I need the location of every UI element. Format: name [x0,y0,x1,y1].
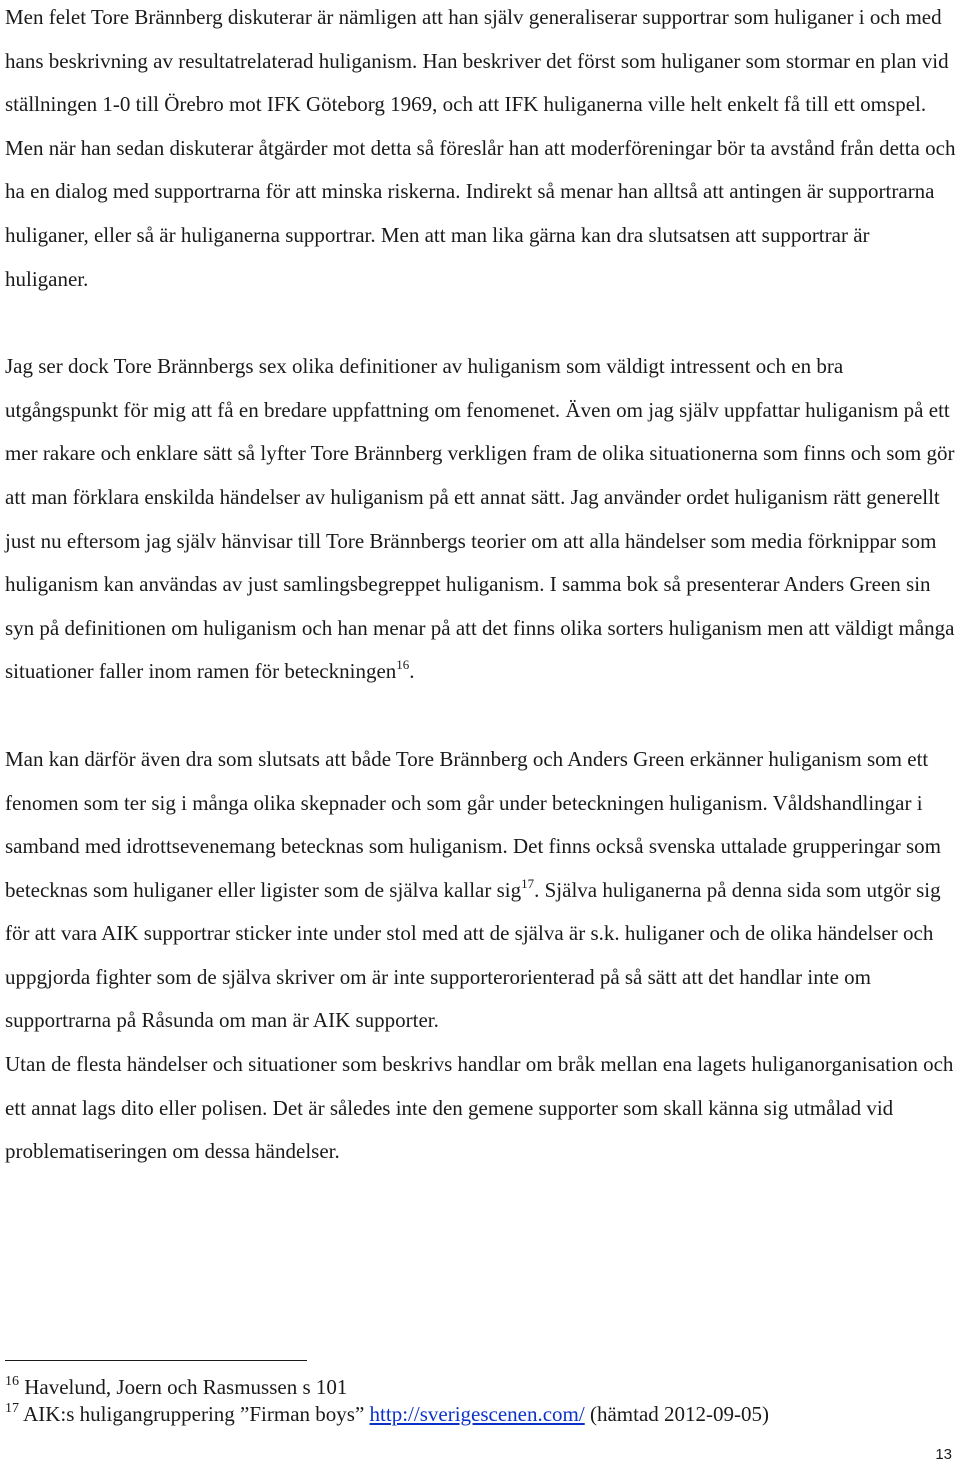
footnote-17-link[interactable]: http://sverigescenen.com/ [369,1402,585,1426]
paragraph-3-text: Man kan därför även dra som slutsats att både Tore Brännberg och Anders Green erkänner huliganism som ett fenomen som ter sig i många olika skepnader och som går under beteckningen huliganism. Våldshandlingar i samband med idrottsevenemang betecknas som huliganism. Det finns också svenska uttalade grupperingar som betecknas som huliganer eller ligister som de själva kallar sig [5,746,942,902]
footnote-ref-17[interactable]: 17 [521,875,535,891]
footnote-17-number: 17 [5,1401,19,1416]
footnote-16 [5,1374,957,1401]
footnote-16-text: Havelund, Joern och Rasmussen s 101 [19,1375,348,1399]
page-number: 13 [935,1446,952,1463]
paragraph-2-text: Jag ser dock Tore Brännbergs sex olika definitioner av huliganism som väldigt intressent och en bra utgångspunkt för mig att få en bredare uppfattning om fenomenet. Även om jag själv uppfattar huliganism på ett mer rakare och enklare sätt så lyfter Tore Brännberg verkligen fram de olika situationerna som finns och som gör att man förklara enskilda händelser av huliganism på ett annat sätt. Jag använder ordet huliganism rätt generellt just nu eftersom jag själv hänvisar till Tore Brännbergs teorier om att alla händelser som media förknippar som huliganism kan användas av just samlingsbegreppet huliganism. I samma bok så presenterar Anders Green sin syn på definitionen om huliganism och han menar på att det finns olika sorters huliganism men att väldigt många situationer faller inom ramen för beteckningen [5,354,955,684]
footnote-17 [5,1401,957,1428]
paragraph-3 [5,738,957,1043]
paragraph-2-text-end: . [409,659,415,684]
paragraph-4-text: Utan de flesta händelser och situationer som beskrivs handlar om bråk mellan ena lagets huliganorganisation och ett annat lags dito eller polisen. Det är således inte den gemene supporter som skall känna sig utmålad vid problematiseringen om dessa händelser. [5,1052,954,1164]
paragraph-1-text: Men felet Tore Brännberg diskuterar är nämligen att han själv generaliserar supportrar som huliganer i och med hans beskrivning av resultatrelaterad huliganism. Han beskriver det först som huliganer som stormar en plan vid ställningen 1-0 till Örebro mot IFK Göteborg 1969, och att IFK huliganerna ville helt enkelt få till ett omspel. Men när han sedan diskuterar åtgärder mot detta så föreslår han att moderföreningar bör ta avstånd från detta och ha en dialog med supportrarna för att minska riskerna. Indirekt så menar han alltså att antingen är supportrarna huliganer, eller så är huliganerna supportrar. Men att man lika gärna kan dra slutsatsen att supportrar är huliganer. [5,5,956,291]
paragraph-3-text-end: . Själva huliganerna på denna sida som utgör sig för att vara AIK supportrar sticker inte under stol med att de själva är s.k. huliganer och de olika händelser och uppgjorda fighter som de själva skriver om är inte supporterorienterad på så sätt att det handlar inte om supportrarna på Råsunda om man är AIK supporter. [5,877,941,1033]
footnote-separator [5,1360,307,1361]
footnote-ref-16[interactable]: 16 [396,657,410,673]
footnotes [5,1374,957,1428]
paragraph-1 [5,0,957,301]
document-body [5,0,957,1174]
footnote-17-date: (hämtad 2012-09-05) [584,1402,770,1426]
footnote-16-number: 16 [5,1374,19,1389]
footnote-17-text: AIK:s huligangruppering ”Firman boys” [19,1402,370,1426]
paragraph-4 [5,1043,957,1174]
paragraph-2 [5,345,957,694]
